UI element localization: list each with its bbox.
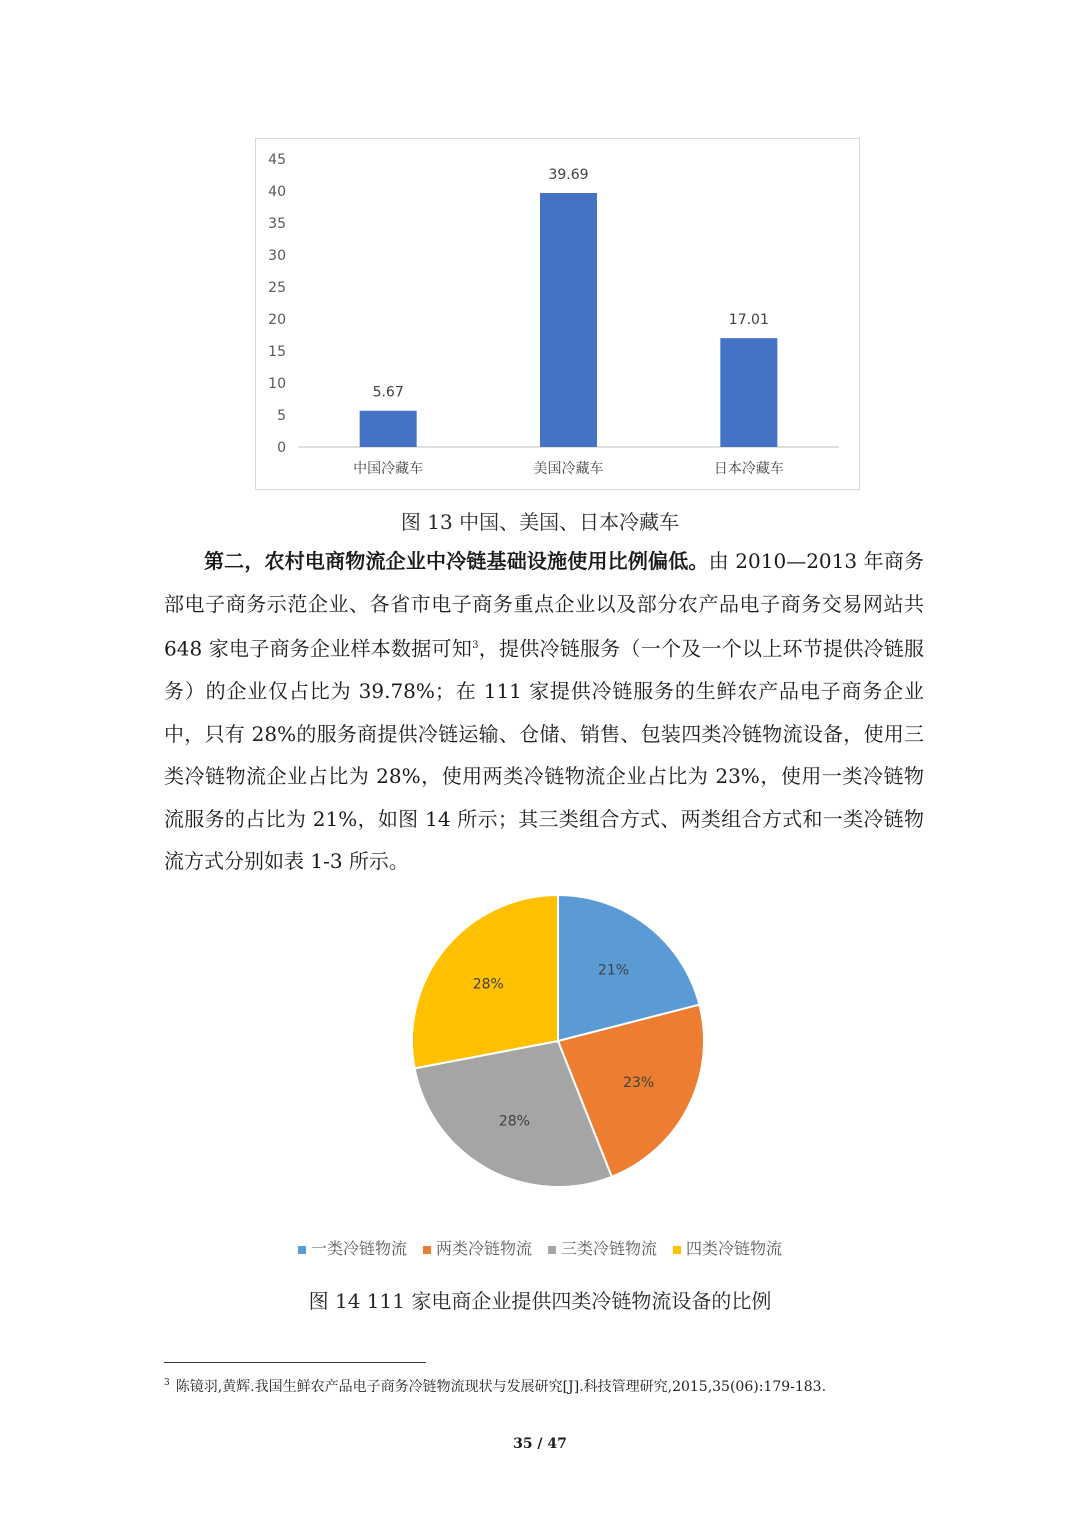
legend-label: 三类冷链物流 xyxy=(561,1239,658,1258)
footnote xyxy=(164,1376,944,1396)
bar-chart-figure-13 xyxy=(255,138,860,490)
bar xyxy=(720,338,777,447)
legend-item xyxy=(298,1236,407,1259)
bar xyxy=(540,193,597,447)
footnote-divider xyxy=(164,1362,426,1363)
legend-item xyxy=(423,1236,532,1259)
legend-item xyxy=(548,1236,657,1259)
y-tick-label: 5 xyxy=(277,408,286,424)
legend-item xyxy=(673,1236,782,1259)
paragraph-body-b: ，提供冷链服务（一个及一个以上环节提供冷链服务）的企业仅占比为 39.78%；在 111 家提供冷链服务的生鲜农产品电子商务企业中，只有 28%的服务商提供冷链运输、仓储、销售、包装四类冷链物流设备，使用三类冷链物流企业占比为 28%，使用两类冷链物流企业占比为 23%，使用一类冷链物流服务的占比为 21%，如图 14 所示；其三类组合方式、两类组合方式和一类冷链物流方式分别如表 1-3 所示。 xyxy=(164,636,925,874)
legend-label: 两类冷链物流 xyxy=(435,1239,532,1258)
y-tick-label: 25 xyxy=(268,280,286,296)
legend-label: 四类冷链物流 xyxy=(686,1239,783,1258)
x-category-label: 日本冷藏车 xyxy=(713,461,784,477)
y-tick-label: 45 xyxy=(268,152,286,168)
legend-swatch xyxy=(673,1246,681,1254)
body-paragraph xyxy=(164,540,924,883)
page-number: 35 / 47 xyxy=(513,1436,567,1452)
y-tick-label: 15 xyxy=(268,344,286,360)
y-tick-label: 30 xyxy=(268,248,286,264)
y-tick-label: 20 xyxy=(268,312,286,328)
y-tick-label: 0 xyxy=(277,440,286,456)
bar-chart-svg xyxy=(256,139,859,489)
pie-legend xyxy=(0,1236,1080,1259)
pie-slice-label: 21% xyxy=(597,962,630,979)
pie-slice-label: 28% xyxy=(472,976,504,993)
bar-value-label: 5.67 xyxy=(372,384,404,401)
paragraph-body-a: 由 2010—2013 年商务部电子商务示范企业、各省市电子商务重点企业以及部分农产品电子商务交易网站共 648 家电子商务企业样本数据可知 xyxy=(164,549,925,661)
legend-swatch xyxy=(548,1246,556,1254)
y-tick-label: 40 xyxy=(268,184,286,200)
paragraph-lead: 第二，农村电商物流企业中冷链基础设施使用比例偏低。 xyxy=(204,549,709,573)
legend-swatch xyxy=(423,1246,431,1254)
y-tick-label: 35 xyxy=(268,216,286,232)
figure-14-caption: 图 14 111 家电商企业提供四类冷链物流设备的比例 xyxy=(308,1289,772,1313)
legend-swatch xyxy=(298,1246,306,1254)
x-category-label: 美国冷藏车 xyxy=(533,461,604,477)
footnote-text: 陈镜羽,黄辉.我国生鲜农产品电子商务冷链物流现状与发展研究[J].科技管理研究,2015,35(06):179-183. xyxy=(175,1379,827,1395)
pie-slice-label: 28% xyxy=(498,1113,530,1130)
pie-chart-figure-14 xyxy=(400,890,720,1200)
footnote-marker: 3 xyxy=(164,1378,170,1389)
pie-slice-label: 23% xyxy=(623,1075,655,1092)
bar-value-label: 17.01 xyxy=(728,312,769,329)
bar-value-label: 39.69 xyxy=(548,166,589,183)
legend-label: 一类冷链物流 xyxy=(310,1239,407,1258)
y-tick-label: 10 xyxy=(268,376,286,392)
pie-chart-svg xyxy=(400,890,720,1200)
figure-13-caption: 图 13 中国、美国、日本冷藏车 xyxy=(400,510,680,534)
bar xyxy=(360,411,417,447)
footnote-reference[interactable]: 3 xyxy=(472,640,479,651)
x-category-label: 中国冷藏车 xyxy=(353,461,424,477)
